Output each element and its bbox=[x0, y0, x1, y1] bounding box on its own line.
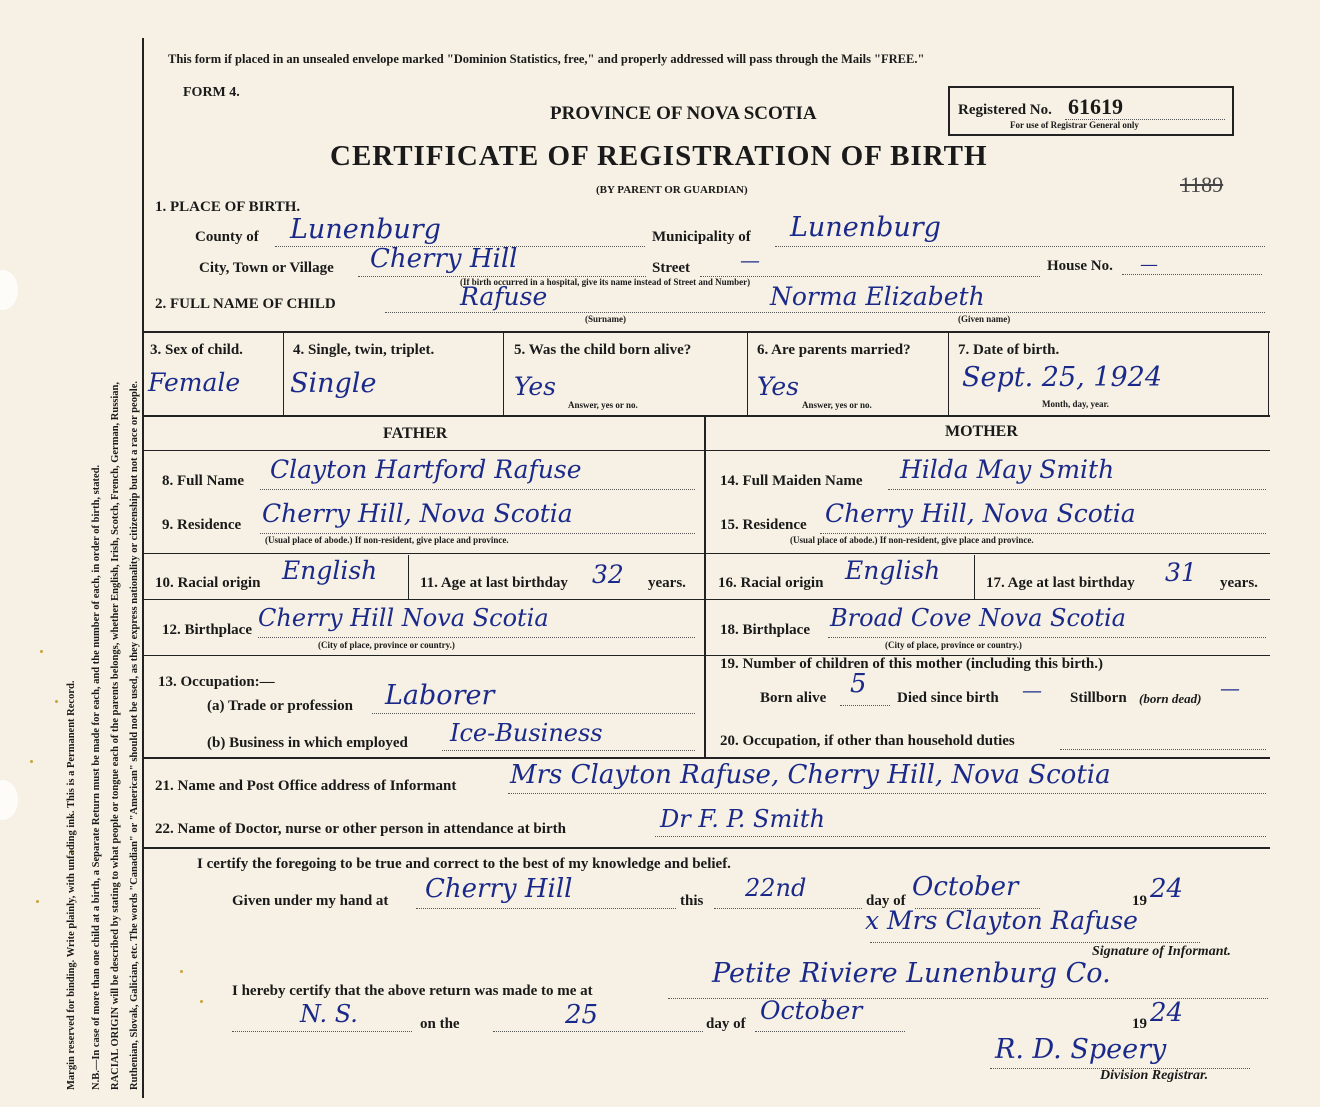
married-value: Yes bbox=[757, 372, 799, 401]
mother-birthplace-caption: (City of place, province or country.) bbox=[885, 640, 1022, 650]
mother-name-value: Hilda May Smith bbox=[900, 455, 1115, 484]
father-name-value: Clayton Hartford Rafuse bbox=[270, 455, 582, 484]
occupation-label: 13. Occupation:— bbox=[158, 674, 275, 690]
city-label: City, Town or Village bbox=[199, 260, 334, 276]
margin-line: Ruthenian, Slovak, Galician, etc. The words "Canadian" or "American" should not be used, as they express nationality or citizenship but not a race or people. bbox=[129, 381, 140, 1090]
born-alive-value: Yes bbox=[514, 372, 556, 401]
trade-label: (a) Trade or profession bbox=[207, 698, 353, 714]
given-day-value: 22nd bbox=[745, 874, 807, 902]
mother-racial-value: English bbox=[845, 556, 941, 585]
born-alive-count-value: 5 bbox=[850, 669, 867, 699]
row-border bbox=[144, 450, 1270, 451]
mother-residence-value: Cherry Hill, Nova Scotia bbox=[825, 499, 1136, 528]
father-age-label: 11. Age at last birthday bbox=[420, 575, 568, 591]
business-line bbox=[442, 750, 695, 751]
father-mother-divider bbox=[704, 417, 706, 757]
stain-speck bbox=[200, 1000, 203, 1003]
margin-line: RACIAL ORIGIN will be described by stating to what people or tongue each of the parents belongs, whether English, Irish, Scotch, French, German, Russian, bbox=[110, 381, 121, 1090]
county-label: County of bbox=[195, 229, 259, 245]
single-value: Single bbox=[290, 368, 377, 399]
section-border bbox=[144, 847, 1270, 849]
given-place-value: Cherry Hill bbox=[425, 874, 573, 904]
registrar-year-value: 24 bbox=[1150, 998, 1184, 1028]
informant-line bbox=[508, 793, 1266, 794]
mother-birthplace-label: 18. Birthplace bbox=[720, 622, 810, 638]
registrar-statement: I hereby certify that the above return was made to me at bbox=[232, 983, 593, 999]
child-name-label: 2. FULL NAME OF CHILD bbox=[155, 296, 336, 312]
place-of-birth-heading: 1. PLACE OF BIRTH. bbox=[155, 199, 301, 215]
city-value: Cherry Hill bbox=[370, 244, 518, 274]
county-value: Lunenburg bbox=[290, 214, 441, 245]
father-age-value: 32 bbox=[592, 560, 624, 589]
father-residence-line bbox=[260, 533, 695, 534]
margin-instructions bbox=[8, 40, 140, 1100]
father-name-label: 8. Full Name bbox=[162, 473, 245, 489]
form-left-border bbox=[142, 38, 144, 1098]
registrar-place-value: Petite Riviere Lunenburg Co. bbox=[712, 958, 1111, 989]
single-label: 4. Single, twin, triplet. bbox=[293, 342, 435, 358]
mother-birthplace-value: Broad Cove Nova Scotia bbox=[830, 604, 1126, 632]
father-years: years. bbox=[648, 575, 686, 591]
old-number: 1189 bbox=[1180, 172, 1224, 197]
registered-label: Registered No. bbox=[958, 102, 1052, 118]
certificate-subtitle: (BY PARENT OR GUARDIAN) bbox=[596, 184, 748, 196]
municipality-label: Municipality of bbox=[652, 229, 751, 245]
row3-top-border bbox=[144, 331, 1270, 333]
married-caption: Answer, yes or no. bbox=[802, 400, 872, 410]
section-border bbox=[144, 757, 1270, 759]
informant-label: 21. Name and Post Office address of Informant bbox=[155, 778, 457, 794]
street-line bbox=[700, 276, 1040, 277]
section-border bbox=[144, 415, 1270, 417]
doctor-label: 22. Name of Doctor, nurse or other person in attendance at birth bbox=[155, 821, 566, 837]
mother-residence-line bbox=[820, 533, 1266, 534]
form-number: FORM 4. bbox=[183, 85, 240, 100]
trade-value: Laborer bbox=[385, 680, 495, 711]
mother-years: years. bbox=[1220, 575, 1258, 591]
father-racial-label: 10. Racial origin bbox=[155, 575, 261, 591]
father-birthplace-caption: (City of place, province or country.) bbox=[318, 640, 455, 650]
registered-note: For use of Registrar General only bbox=[1010, 120, 1139, 130]
dob-value: Sept. 25, 1924 bbox=[962, 362, 1163, 393]
informant-signature: x Mrs Clayton Rafuse bbox=[865, 906, 1138, 935]
mother-name-label: 14. Full Maiden Name bbox=[720, 473, 863, 489]
this-label: this bbox=[680, 893, 704, 909]
mother-age-value: 31 bbox=[1165, 558, 1197, 587]
stillborn-label: Stillborn bbox=[1070, 690, 1127, 706]
father-name-line bbox=[260, 489, 695, 490]
hospital-note: (If birth occurred in a hospital, give its name instead of Street and Number) bbox=[460, 277, 751, 287]
doctor-value: Dr F. P. Smith bbox=[660, 805, 826, 833]
given-place-line bbox=[416, 908, 676, 909]
registrar-day-value: 25 bbox=[565, 1000, 599, 1030]
registrar-month-value: October bbox=[760, 996, 863, 1025]
sex-value: Female bbox=[148, 368, 241, 397]
married-label: 6. Are parents married? bbox=[757, 342, 911, 358]
father-residence-label: 9. Residence bbox=[162, 517, 242, 533]
registrar-place2-line bbox=[232, 1031, 412, 1032]
died-label: Died since birth bbox=[897, 690, 999, 706]
registrar-on-label: on the bbox=[420, 1016, 460, 1032]
father-racial-value: English bbox=[282, 556, 378, 585]
cell-divider bbox=[408, 555, 409, 599]
business-value: Ice-Business bbox=[450, 719, 603, 747]
informant-signature-caption: Signature of Informant. bbox=[1092, 944, 1231, 959]
municipality-value: Lunenburg bbox=[790, 212, 941, 243]
registrar-year-prefix: 19 bbox=[1132, 1016, 1147, 1032]
doctor-line bbox=[655, 836, 1266, 837]
mother-residence-label: 15. Residence bbox=[720, 517, 807, 533]
street-value: — bbox=[740, 248, 760, 272]
mother-birthplace-line bbox=[828, 637, 1266, 638]
father-birthplace-value: Cherry Hill Nova Scotia bbox=[258, 604, 549, 632]
street-label: Street bbox=[652, 260, 691, 276]
certificate-title: CERTIFICATE OF REGISTRATION OF BIRTH bbox=[330, 140, 988, 172]
born-alive-count-label: Born alive bbox=[760, 690, 827, 706]
born-alive-label: 5. Was the child born alive? bbox=[514, 342, 692, 358]
row3-divider bbox=[283, 333, 284, 415]
registrar-place2-value: N. S. bbox=[300, 1000, 358, 1028]
given-day-of-label: day of bbox=[866, 893, 906, 909]
child-name-line bbox=[385, 312, 1265, 313]
given-caption: (Given name) bbox=[958, 314, 1011, 324]
father-birthplace-label: 12. Birthplace bbox=[162, 622, 252, 638]
informant-value: Mrs Clayton Rafuse, Cherry Hill, Nova Scotia bbox=[510, 760, 1111, 790]
row-border bbox=[144, 599, 1270, 600]
given-day-line bbox=[714, 908, 862, 909]
registrar-day-of-label: day of bbox=[706, 1016, 746, 1032]
row-border bbox=[144, 553, 1270, 554]
mother-occupation-line bbox=[1060, 749, 1266, 750]
registrar-month-line bbox=[755, 1031, 905, 1032]
row3-divider bbox=[747, 333, 748, 415]
father-birthplace-line bbox=[258, 637, 695, 638]
registrar-day-line bbox=[493, 1031, 703, 1032]
father-heading: FATHER bbox=[383, 425, 448, 442]
given-year-value: 24 bbox=[1150, 874, 1184, 904]
province-heading: PROVINCE OF NOVA SCOTIA bbox=[550, 103, 817, 124]
house-value: — bbox=[1140, 254, 1158, 275]
born-alive-caption: Answer, yes or no. bbox=[568, 400, 638, 410]
given-year-prefix: 19 bbox=[1132, 893, 1147, 909]
mother-residence-caption: (Usual place of abode.) If non-resident, give place and province. bbox=[790, 535, 1034, 545]
surname-caption: (Surname) bbox=[585, 314, 626, 324]
registered-number: 61619 bbox=[1068, 94, 1123, 119]
mother-occupation-label: 20. Occupation, if other than household duties bbox=[720, 733, 1015, 749]
given-month-value: October bbox=[912, 872, 1019, 902]
house-label: House No. bbox=[1047, 258, 1113, 274]
mother-racial-label: 16. Racial origin bbox=[718, 575, 824, 591]
stain-speck bbox=[180, 970, 183, 973]
registrar-signature: R. D. Speery bbox=[995, 1034, 1167, 1065]
mother-heading: MOTHER bbox=[945, 423, 1018, 440]
born-alive-count-line bbox=[840, 705, 890, 706]
municipality-line bbox=[775, 246, 1265, 247]
sex-label: 3. Sex of child. bbox=[150, 342, 243, 358]
dob-label: 7. Date of birth. bbox=[958, 342, 1060, 358]
mother-name-line bbox=[888, 489, 1266, 490]
top-notice: This form if placed in an unsealed envelope marked "Dominion Statistics, free," and properly addressed will pass through the Mails "FREE." bbox=[168, 52, 925, 66]
child-surname: Rafuse bbox=[460, 282, 548, 311]
stillborn-note: (born dead) bbox=[1139, 691, 1202, 706]
registrar-caption: Division Registrar. bbox=[1100, 1068, 1209, 1083]
father-residence-caption: (Usual place of abode.) If non-resident, give place and province. bbox=[265, 535, 509, 545]
informant-signature-line bbox=[870, 942, 1200, 943]
margin-line: Margin reserved for binding. Write plainly, with unfading ink. This is a Permanent Record. bbox=[66, 680, 77, 1090]
cell-divider bbox=[974, 555, 975, 599]
trade-line bbox=[372, 713, 695, 714]
father-residence-value: Cherry Hill, Nova Scotia bbox=[262, 499, 573, 528]
children-count-label: 19. Number of children of this mother (including this birth.) bbox=[720, 656, 1103, 672]
row3-divider bbox=[503, 333, 504, 415]
stillborn-value: — bbox=[1220, 676, 1240, 700]
mother-age-label: 17. Age at last birthday bbox=[986, 575, 1135, 591]
margin-line: N.B.—In case of more than one child at a birth, a Separate Return must be made for each, and the number of each, in order of birth, stated. bbox=[91, 464, 102, 1090]
child-given-name: Norma Elizabeth bbox=[770, 282, 985, 311]
died-value: — bbox=[1022, 678, 1042, 702]
row3-right-border bbox=[1268, 333, 1269, 415]
given-under-label: Given under my hand at bbox=[232, 893, 389, 909]
business-label: (b) Business in which employed bbox=[207, 735, 408, 751]
dob-caption: Month, day, year. bbox=[1042, 399, 1109, 409]
certify-statement: I certify the foregoing to be true and correct to the best of my knowledge and belief. bbox=[197, 856, 731, 872]
row3-divider bbox=[948, 333, 949, 415]
